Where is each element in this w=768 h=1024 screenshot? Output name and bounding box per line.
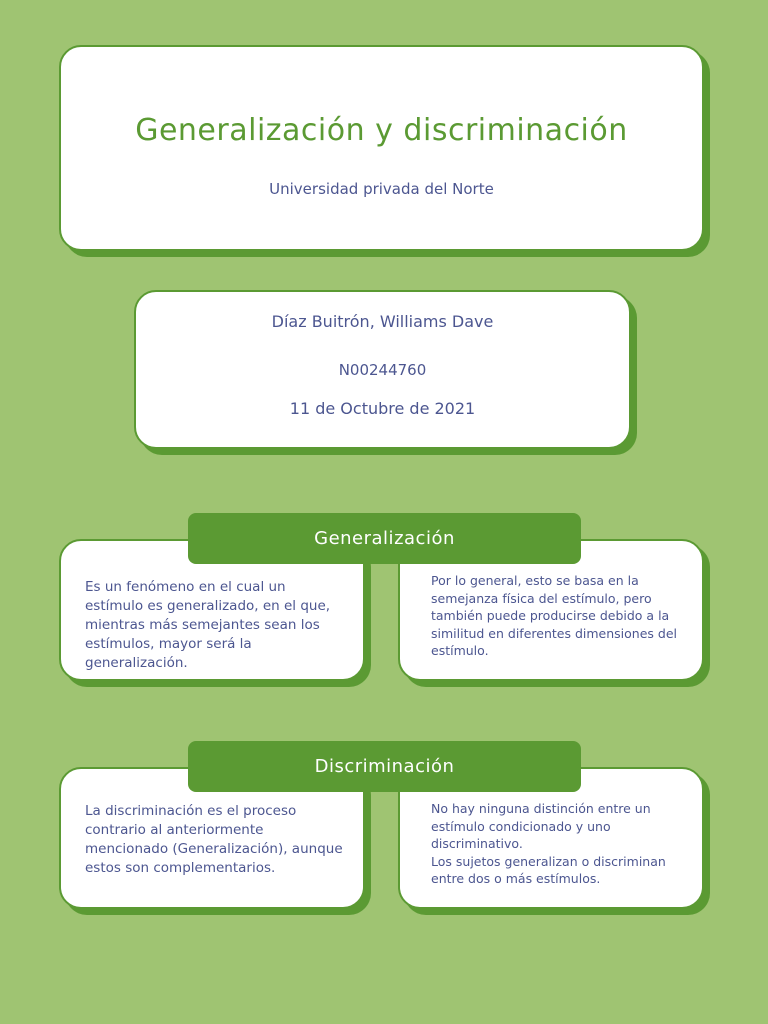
discriminacion-heading: Discriminación: [188, 741, 581, 792]
page-title: Generalización y discriminación: [135, 113, 628, 148]
generalizacion-right-text: Por lo general, esto se basa en la semejanza física del estímulo, pero también puede producirse debido a la similitud en diferentes dimensiones del estímulo.: [431, 573, 677, 658]
author-info-card: [134, 290, 631, 449]
generalizacion-left-text: Es un fenómeno en el cual un estímulo es generalizado, en el que, mientras más semejantes sean los estímulos, mayor será la generalización.: [85, 579, 331, 671]
discriminacion-left-text: La discriminación es el proceso contrario al anteriormente mencionado (Generalización), aunque estos son complementarios.: [85, 803, 343, 876]
page-subtitle: Universidad privada del Norte: [269, 180, 494, 198]
generalizacion-heading: Generalización: [188, 513, 581, 564]
title-card: [59, 45, 704, 251]
document-date: 11 de Octubre de 2021: [289, 399, 476, 418]
author-name: Díaz Buitrón, Williams Dave: [271, 312, 494, 331]
discriminacion-right-text-2: Los sujetos generalizan o discriminan entre dos o más estímulos.: [431, 853, 666, 886]
student-code: N00244760: [338, 361, 427, 379]
discriminacion-right-text-1: No hay ninguna distinción entre un estímulo condicionado y uno discriminativo.: [431, 801, 651, 851]
discriminacion-right-text: [431, 800, 680, 888]
